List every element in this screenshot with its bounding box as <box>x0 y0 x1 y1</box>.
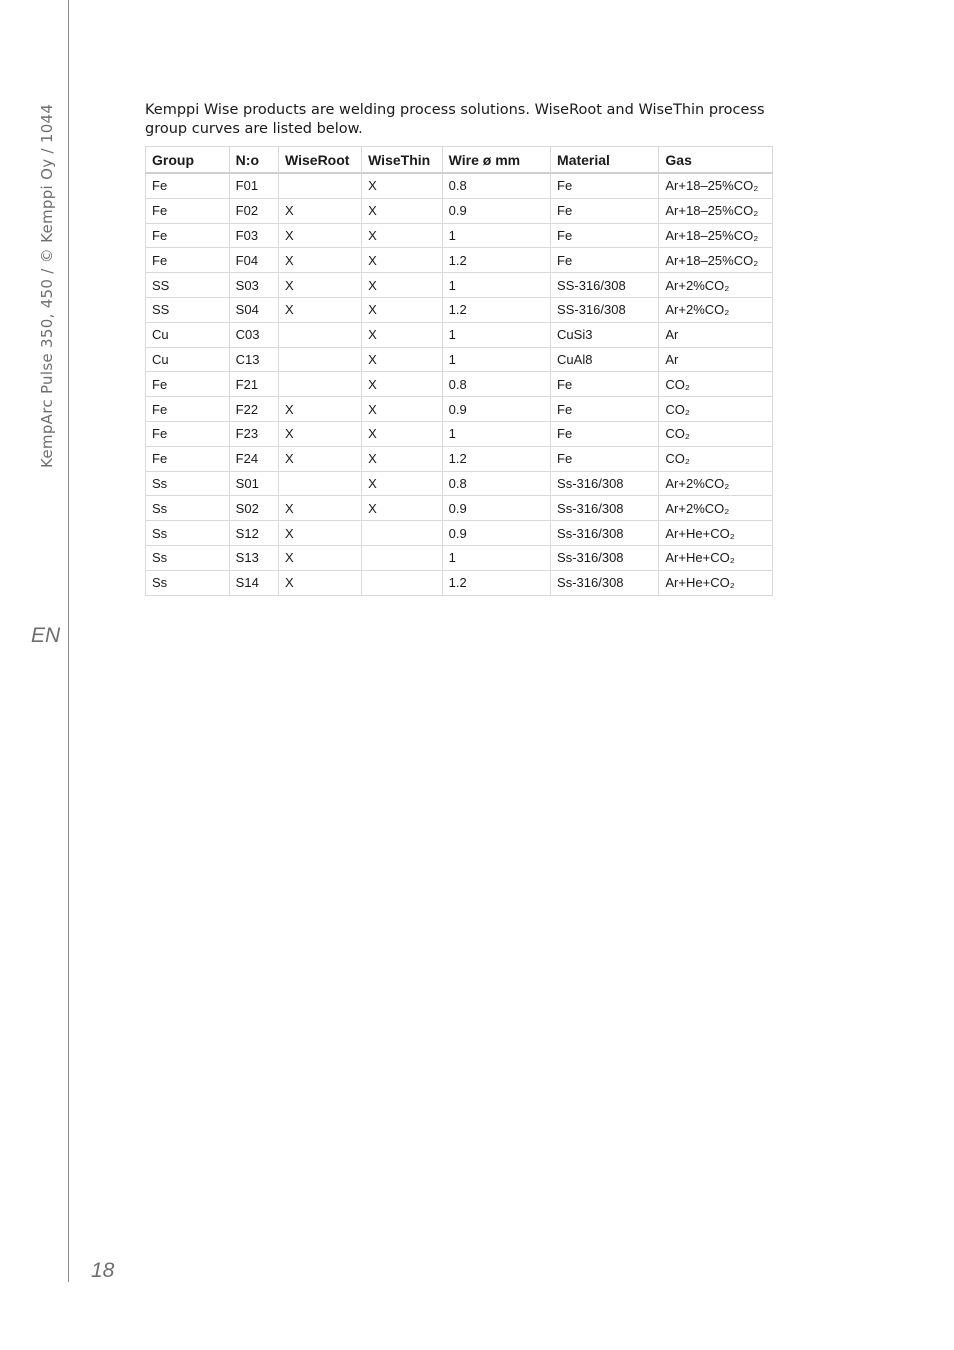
cell-gas: Ar+18–25%CO₂ <box>659 173 773 198</box>
cell-wire-diameter: 1 <box>442 322 550 347</box>
cell-material: SS-316/308 <box>551 273 659 298</box>
cell-wire-diameter: 1 <box>442 273 550 298</box>
cell-wiseroot: X <box>279 248 362 273</box>
cell-wiseroot <box>279 471 362 496</box>
cell-material: CuAl8 <box>551 347 659 372</box>
column-header-group: Group <box>146 147 230 174</box>
column-header-wire-diameter: Wire ø mm <box>442 147 550 174</box>
table-row <box>146 273 773 298</box>
cell-wiseroot: X <box>279 545 362 570</box>
table-row <box>146 471 773 496</box>
cell-wire-diameter: 0.8 <box>442 372 550 397</box>
cell-wisethin: X <box>362 496 443 521</box>
cell-group: Ss <box>146 471 230 496</box>
cell-wiseroot: X <box>279 570 362 595</box>
cell-wire-diameter: 1.2 <box>442 446 550 471</box>
table-row <box>146 173 773 198</box>
table-row <box>146 297 773 322</box>
cell-number: F04 <box>229 248 278 273</box>
cell-wisethin: X <box>362 397 443 422</box>
cell-group: Fe <box>146 173 230 198</box>
cell-number: F03 <box>229 223 278 248</box>
cell-number: S03 <box>229 273 278 298</box>
cell-group: Fe <box>146 372 230 397</box>
column-header-number: N:o <box>229 147 278 174</box>
table-row <box>146 446 773 471</box>
cell-wire-diameter: 0.9 <box>442 397 550 422</box>
cell-wire-diameter: 1 <box>442 347 550 372</box>
cell-material: Ss-316/308 <box>551 471 659 496</box>
cell-gas: Ar <box>659 347 773 372</box>
cell-wiseroot: X <box>279 273 362 298</box>
cell-group: Cu <box>146 322 230 347</box>
cell-wisethin: X <box>362 297 443 322</box>
cell-wire-diameter: 1.2 <box>442 570 550 595</box>
cell-wisethin: X <box>362 173 443 198</box>
cell-group: Ss <box>146 521 230 546</box>
cell-wisethin: X <box>362 372 443 397</box>
table-row <box>146 347 773 372</box>
cell-gas: Ar+He+CO₂ <box>659 521 773 546</box>
table-row <box>146 545 773 570</box>
cell-group: Ss <box>146 496 230 521</box>
cell-material: Fe <box>551 198 659 223</box>
cell-group: Fe <box>146 421 230 446</box>
cell-wiseroot: X <box>279 521 362 546</box>
cell-gas: CO₂ <box>659 446 773 471</box>
cell-gas: Ar <box>659 322 773 347</box>
cell-wire-diameter: 0.8 <box>442 471 550 496</box>
cell-gas: Ar+18–25%CO₂ <box>659 223 773 248</box>
cell-material: Ss-316/308 <box>551 521 659 546</box>
table-header-row <box>146 147 773 174</box>
cell-wire-diameter: 1 <box>442 421 550 446</box>
cell-material: Ss-316/308 <box>551 545 659 570</box>
cell-number: F21 <box>229 372 278 397</box>
cell-wisethin: X <box>362 421 443 446</box>
cell-material: Fe <box>551 173 659 198</box>
cell-wisethin: X <box>362 347 443 372</box>
cell-number: S12 <box>229 521 278 546</box>
cell-wisethin: X <box>362 198 443 223</box>
cell-group: Fe <box>146 397 230 422</box>
cell-wire-diameter: 0.9 <box>442 496 550 521</box>
table-row <box>146 421 773 446</box>
cell-wiseroot: X <box>279 421 362 446</box>
cell-material: SS-316/308 <box>551 297 659 322</box>
cell-group: SS <box>146 297 230 322</box>
cell-gas: Ar+2%CO₂ <box>659 297 773 322</box>
cell-material: Fe <box>551 248 659 273</box>
cell-group: Fe <box>146 223 230 248</box>
cell-group: Ss <box>146 545 230 570</box>
cell-wisethin: X <box>362 223 443 248</box>
cell-wisethin <box>362 521 443 546</box>
cell-material: Fe <box>551 397 659 422</box>
cell-wiseroot <box>279 372 362 397</box>
cell-gas: Ar+18–25%CO₂ <box>659 248 773 273</box>
cell-wire-diameter: 0.9 <box>442 198 550 223</box>
cell-wisethin: X <box>362 471 443 496</box>
cell-gas: Ar+2%CO₂ <box>659 471 773 496</box>
cell-group: Fe <box>146 248 230 273</box>
cell-wiseroot: X <box>279 223 362 248</box>
cell-material: Fe <box>551 421 659 446</box>
cell-wiseroot: X <box>279 198 362 223</box>
cell-material: Fe <box>551 446 659 471</box>
cell-material: Ss-316/308 <box>551 496 659 521</box>
intro-paragraph: Kemppi Wise products are welding process solutions. WiseRoot and WiseThin process group curves are listed below. <box>145 102 765 137</box>
table-row <box>146 372 773 397</box>
margin-rule <box>68 0 69 1282</box>
cell-wisethin <box>362 545 443 570</box>
cell-number: F23 <box>229 421 278 446</box>
cell-gas: CO₂ <box>659 421 773 446</box>
cell-gas: CO₂ <box>659 372 773 397</box>
cell-gas: Ar+He+CO₂ <box>659 570 773 595</box>
cell-number: F01 <box>229 173 278 198</box>
cell-wisethin <box>362 570 443 595</box>
cell-wisethin: X <box>362 248 443 273</box>
cell-wiseroot: X <box>279 397 362 422</box>
cell-group: Ss <box>146 570 230 595</box>
cell-wiseroot: X <box>279 496 362 521</box>
cell-wire-diameter: 1 <box>442 545 550 570</box>
cell-wiseroot <box>279 322 362 347</box>
table-row <box>146 570 773 595</box>
cell-wire-diameter: 1.2 <box>442 297 550 322</box>
cell-number: F24 <box>229 446 278 471</box>
cell-wiseroot: X <box>279 297 362 322</box>
cell-wire-diameter: 1 <box>442 223 550 248</box>
column-header-wiseroot: WiseRoot <box>279 147 362 174</box>
cell-gas: Ar+He+CO₂ <box>659 545 773 570</box>
cell-gas: Ar+2%CO₂ <box>659 273 773 298</box>
language-tag: EN <box>31 624 61 647</box>
cell-wire-diameter: 1.2 <box>442 248 550 273</box>
cell-wisethin: X <box>362 446 443 471</box>
table-row <box>146 521 773 546</box>
table-row <box>146 322 773 347</box>
cell-wire-diameter: 0.9 <box>442 521 550 546</box>
cell-number: S01 <box>229 471 278 496</box>
cell-group: Fe <box>146 446 230 471</box>
cell-number: C03 <box>229 322 278 347</box>
column-header-material: Material <box>551 147 659 174</box>
cell-group: Fe <box>146 198 230 223</box>
cell-wiseroot: X <box>279 446 362 471</box>
cell-material: CuSi3 <box>551 322 659 347</box>
cell-wisethin: X <box>362 322 443 347</box>
column-header-gas: Gas <box>659 147 773 174</box>
running-title: KempArc Pulse 350, 450 / © Kemppi Oy / 1044 <box>38 103 56 468</box>
page-number: 18 <box>91 1259 115 1282</box>
table-row <box>146 198 773 223</box>
cell-wiseroot <box>279 173 362 198</box>
cell-material: Ss-316/308 <box>551 570 659 595</box>
cell-gas: Ar+2%CO₂ <box>659 496 773 521</box>
cell-group: Cu <box>146 347 230 372</box>
cell-number: S14 <box>229 570 278 595</box>
column-header-wisethin: WiseThin <box>362 147 443 174</box>
cell-wire-diameter: 0.8 <box>442 173 550 198</box>
table-row <box>146 397 773 422</box>
cell-wiseroot <box>279 347 362 372</box>
cell-group: SS <box>146 273 230 298</box>
table-row <box>146 223 773 248</box>
cell-wisethin: X <box>362 273 443 298</box>
table-body <box>146 173 773 595</box>
cell-number: S13 <box>229 545 278 570</box>
cell-number: S02 <box>229 496 278 521</box>
cell-material: Fe <box>551 372 659 397</box>
cell-material: Fe <box>551 223 659 248</box>
table-row <box>146 496 773 521</box>
cell-number: S04 <box>229 297 278 322</box>
cell-number: C13 <box>229 347 278 372</box>
cell-gas: Ar+18–25%CO₂ <box>659 198 773 223</box>
cell-gas: CO₂ <box>659 397 773 422</box>
cell-number: F22 <box>229 397 278 422</box>
process-curves-table <box>145 146 773 596</box>
cell-number: F02 <box>229 198 278 223</box>
table-row <box>146 248 773 273</box>
